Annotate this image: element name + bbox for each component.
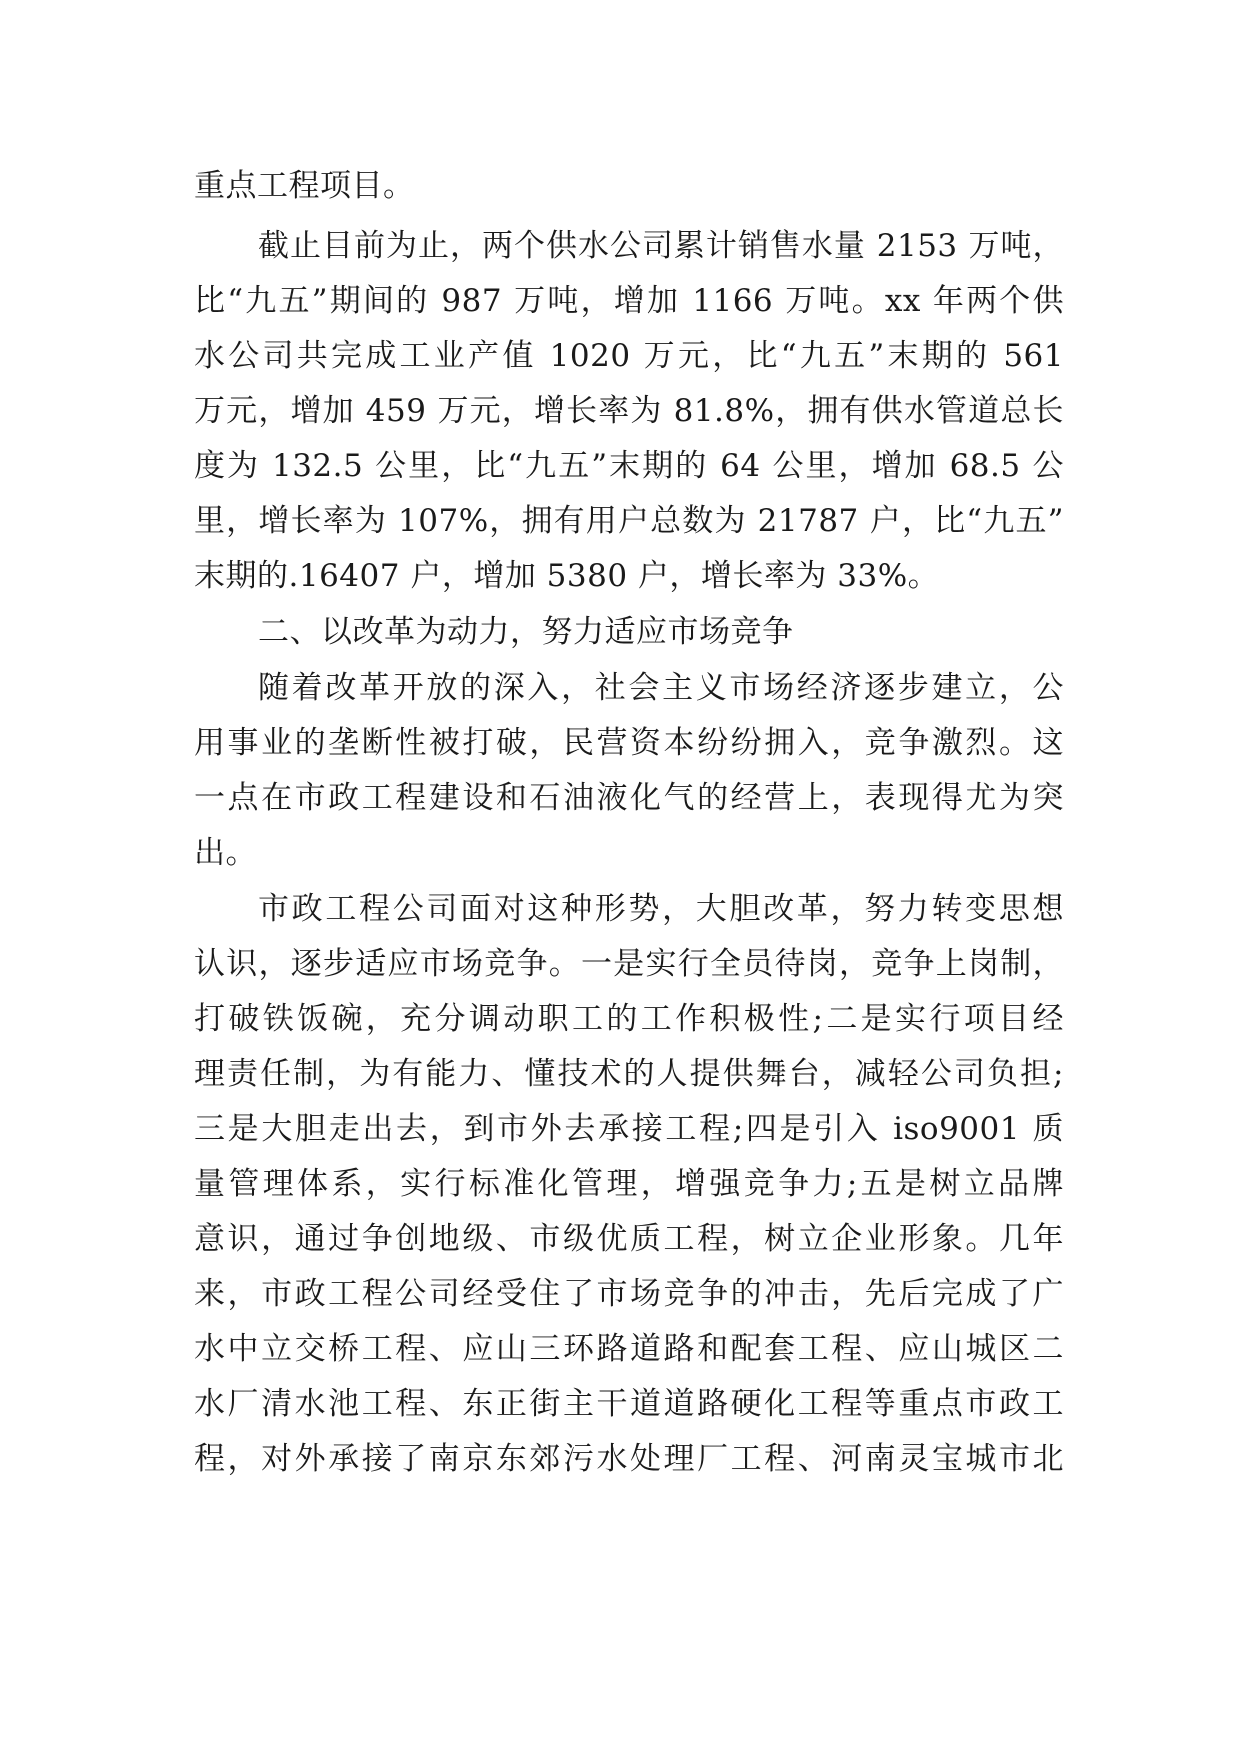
text-line: 意识，通过争创地级、市级优质工程，树立企业形象。几年 — [194, 1221, 1064, 1257]
text-line: 里，增长率为 107%，拥有用户总数为 21787 户，比“九五” — [194, 503, 1064, 539]
text-line: 认识，逐步适应市场竞争。一是实行全员待岗，竞争上岗制， — [194, 946, 1064, 982]
text-line: 重点工程项目。 — [194, 168, 415, 204]
text-line: 水厂清水池工程、东正街主干道道路硬化工程等重点市政工 — [194, 1386, 1064, 1422]
text-line: 市政工程公司面对这种形势，大胆改革，努力转变思想 — [258, 891, 1064, 927]
text-line: 打破铁饭碗，充分调动职工的工作积极性;二是实行项目经 — [194, 1001, 1064, 1037]
text-line: 度为 132.5 公里，比“九五”末期的 64 公里，增加 68.5 公 — [194, 448, 1064, 484]
text-line: 用事业的垄断性被打破，民营资本纷纷拥入，竞争激烈。这 — [194, 725, 1064, 761]
text-line: 水中立交桥工程、应山三环路道路和配套工程、应山城区二 — [194, 1331, 1064, 1367]
section-heading: 二、以改革为动力，努力适应市场竞争 — [258, 614, 794, 650]
text-line: 量管理体系，实行标准化管理，增强竞争力;五是树立品牌 — [194, 1166, 1064, 1202]
text-line: 水公司共完成工业产值 1020 万元，比“九五”末期的 561 — [194, 338, 1064, 374]
text-line: 随着改革开放的深入，社会主义市场经济逐步建立，公 — [258, 670, 1064, 706]
text-line: 末期的.16407 户，增加 5380 户，增长率为 33%。 — [194, 558, 940, 594]
text-line: 程，对外承接了南京东郊污水处理厂工程、河南灵宝城市北 — [194, 1441, 1064, 1477]
text-line: 三是大胆走出去，到市外去承接工程;四是引入 iso9001 质 — [194, 1111, 1064, 1147]
text-line: 来，市政工程公司经受住了市场竞争的冲击，先后完成了广 — [194, 1276, 1064, 1312]
text-line: 截止目前为止，两个供水公司累计销售水量 2153 万吨， — [258, 228, 1064, 264]
text-line: 一点在市政工程建设和石油液化气的经营上，表现得尤为突 — [194, 780, 1064, 816]
text-line: 理责任制，为有能力、懂技术的人提供舞台，减轻公司负担; — [194, 1056, 1064, 1092]
text-line: 出。 — [194, 835, 257, 871]
text-line: 比“九五”期间的 987 万吨，增加 1166 万吨。xx 年两个供 — [194, 283, 1064, 319]
text-line: 万元，增加 459 万元，增长率为 81.8%，拥有供水管道总长 — [194, 393, 1064, 429]
